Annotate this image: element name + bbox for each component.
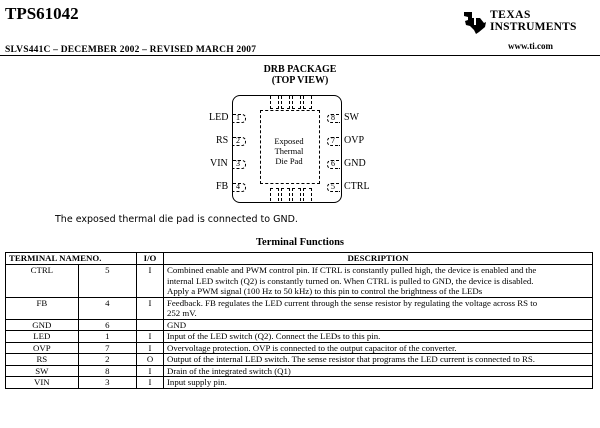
terminal-number: 5 (78, 265, 136, 298)
pin-label-sw: SW (344, 112, 359, 123)
pin-number-1: 1 (236, 113, 240, 122)
ti-url: www.ti.com (508, 41, 553, 51)
bottom-pin-stub (270, 188, 279, 201)
terminal-number: 3 (78, 377, 136, 389)
pin-label-fb: FB (216, 181, 229, 192)
pin-number-8: 8 (331, 113, 335, 122)
terminal-name: CTRL (6, 265, 79, 298)
terminal-description: Input supply pin. (164, 377, 593, 389)
description-line: internal LED switch (Q2) is constantly turned on. When CTRL is pulled to GND, the device is disabled. (167, 275, 534, 286)
terminal-io: I (137, 297, 164, 319)
terminal-name: LED (6, 331, 79, 343)
pin-number-3: 3 (236, 159, 240, 168)
part-number: TPS61042 (5, 4, 79, 23)
table-title: Terminal Functions (256, 237, 344, 248)
description-line: Apply a PWM signal (100 Hz to 50 kHz) to this pin to control the brightness of the LEDs (167, 286, 483, 296)
table-row (6, 342, 593, 354)
pin-number-2: 2 (236, 136, 240, 145)
table-row (6, 319, 593, 331)
bottom-pin-stub (303, 188, 312, 201)
pin-number-7: 7 (331, 136, 335, 145)
pin-label-rs: RS (216, 135, 229, 146)
package-view: (TOP VIEW) (271, 75, 329, 86)
pad-label-line: Exposed (274, 136, 304, 146)
header-divider (0, 55, 600, 56)
pin-label-gnd: GND (344, 158, 366, 169)
thermal-pad-note: The exposed thermal die pad is connected to GND. (55, 214, 298, 225)
table-header-row (6, 253, 593, 265)
top-pin-stub (292, 96, 301, 109)
pin-label-vin: VIN (210, 158, 228, 169)
terminal-header (6, 253, 137, 265)
terminal-number: 1 (78, 331, 136, 343)
terminal-number: 6 (78, 319, 136, 331)
terminal-header-label: TERMINAL (9, 253, 57, 263)
description-line: 252 mV. (167, 308, 197, 318)
description-line: Feedback. FB regulates the LED current through the sense resistor by regulating the voltage across RS to (167, 297, 538, 308)
terminal-description (164, 297, 593, 319)
terminal-io: O (137, 354, 164, 366)
terminal-io: I (137, 265, 164, 298)
package-name: DRB PACKAGE (263, 64, 337, 75)
table-row (6, 354, 593, 366)
description-header: DESCRIPTION (164, 253, 593, 265)
terminal-name: RS (6, 354, 79, 366)
terminal-number: 8 (78, 365, 136, 377)
pin-number-6: 6 (331, 159, 335, 168)
terminal-functions-table (5, 252, 593, 389)
terminal-description: GND (164, 319, 593, 331)
ti-logo (462, 7, 592, 35)
description-line: Combined enable and PWM control pin. If CTRL is constantly pulled high, the device is enabled and the (167, 265, 537, 275)
terminal-description: Drain of the integrated switch (Q1) (164, 365, 593, 377)
pin-number-4: 4 (236, 182, 240, 191)
top-pin-stub (303, 96, 312, 109)
pin-number-5: 5 (331, 182, 335, 191)
bottom-pin-stub (281, 188, 290, 201)
terminal-io: I (137, 365, 164, 377)
terminal-number: 7 (78, 342, 136, 354)
terminal-name: FB (6, 297, 79, 319)
logo-line1: TEXAS (490, 9, 531, 21)
terminal-io (137, 319, 164, 331)
table-row (6, 265, 593, 298)
pad-label-line: Thermal (274, 146, 304, 156)
pin-label-led: LED (209, 112, 229, 123)
table-row (6, 331, 593, 343)
table-row (6, 297, 593, 319)
pin-label-ctrl: CTRL (344, 181, 370, 192)
terminal-io: I (137, 377, 164, 389)
terminal-number: 4 (78, 297, 136, 319)
io-header: I/O (137, 253, 164, 265)
terminal-description: Output of the internal LED switch. The sense resistor that programs the LED current is connected to RS. (164, 354, 593, 366)
terminal-name: GND (6, 319, 79, 331)
document-id: SLVS441C – DECEMBER 2002 – REVISED MARCH 2007 (5, 45, 257, 55)
terminal-description (164, 265, 593, 298)
top-pin-stub (270, 96, 279, 109)
terminal-name: SW (6, 365, 79, 377)
terminal-name: OVP (6, 342, 79, 354)
logo-line2: INSTRUMENTS (490, 21, 577, 33)
name-header-label: NAME (59, 253, 86, 263)
package-title (0, 64, 600, 86)
top-pin-stub (281, 96, 290, 109)
terminal-io: I (137, 342, 164, 354)
bottom-pin-stub (292, 188, 301, 201)
no-header-label: NO. (86, 253, 102, 263)
pin-label-ovp: OVP (344, 135, 365, 146)
terminal-description: Input of the LED switch (Q2). Connect the LEDs to this pin. (164, 331, 593, 343)
table-row (6, 365, 593, 377)
terminal-name: VIN (6, 377, 79, 389)
texas-state-icon (462, 9, 488, 35)
table-row (6, 377, 593, 389)
terminal-io: I (137, 331, 164, 343)
terminal-description: Overvoltage protection. OVP is connected to the output capacitor of the converter. (164, 342, 593, 354)
thermal-pad-label (260, 136, 318, 166)
terminal-number: 2 (78, 354, 136, 366)
pad-label-line: Die Pad (275, 156, 303, 166)
